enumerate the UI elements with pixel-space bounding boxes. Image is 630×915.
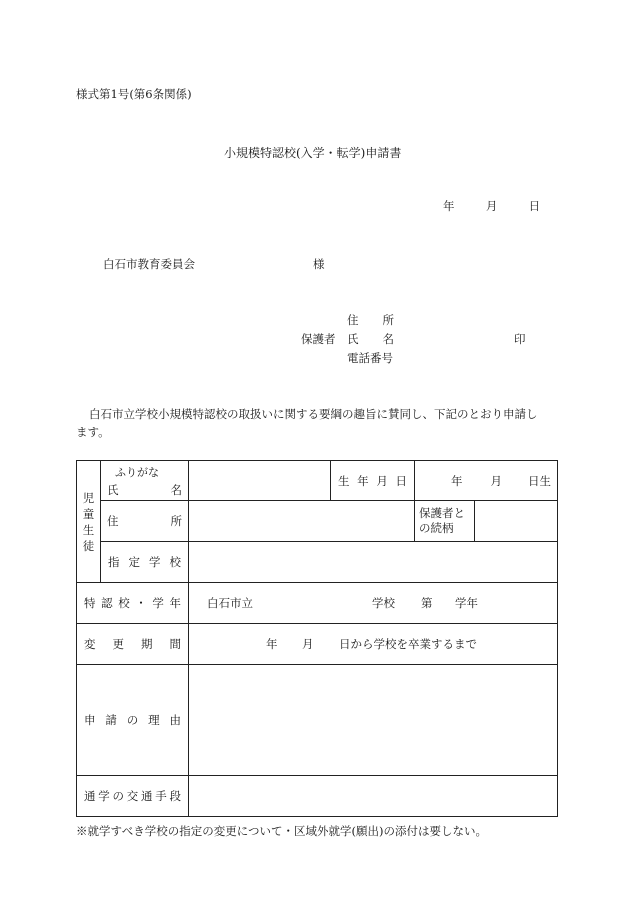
addressee-honorific: 様 [313,257,325,271]
relation-label: 保護者と の続柄 [415,501,475,542]
reason-label: 申 請 の 理 由 [77,665,189,776]
applicant-phone-label: 電話番号 [347,351,393,365]
furigana-label: ふりがな [115,465,159,479]
student-address-label: 住 所 [101,501,189,542]
date-line [443,198,540,214]
applicant-name-label: 氏 名 [347,332,394,346]
special-school-grade-field[interactable]: 白石市立 学校 第 学年 [189,583,558,624]
applicant-address-label: 住 所 [347,313,394,327]
date-year-label: 年 [443,199,455,213]
change-period-field[interactable]: 年 月 日から学校を卒業するまで [189,624,558,665]
designated-school-label: 指 定 学 校 [101,542,189,583]
student-name-label: ふりがな 氏 名 [101,461,189,501]
transport-field[interactable] [189,776,558,817]
applicant-group-label: 保護者 [301,332,336,346]
student-group-label: 児 童 生 徒 [77,461,101,583]
transport-label: 通 学 の 交 通 手 段 [77,776,189,817]
birthdate-field[interactable]: 年 月 日生 [415,461,558,501]
addressee-name: 白石市教育委員会 [103,257,195,271]
birthdate-label: 生 年 月 日 [331,461,415,501]
body-text-line1: 白石市立学校小規模特認校の取扱いに関する要綱の趣旨に賛同し、下記のとおり申請し [89,407,538,421]
reason-field[interactable] [189,665,558,776]
designated-school-field[interactable] [189,542,558,583]
date-month-label: 月 [485,199,498,213]
special-school-grade-label: 特 認 校 ・ 学 年 [77,583,189,624]
application-table [76,460,558,817]
student-name-field[interactable] [189,461,331,501]
change-period-label: 変 更 期 間 [77,624,189,665]
date-day-label: 日 [528,199,541,213]
seal-mark: 印 [514,332,526,346]
relation-field[interactable] [475,501,558,542]
footnote: ※就学すべき学校の指定の変更について・区域外就学(願出)の添付は要しない。 [76,824,488,838]
page-title: 小規模特認校(入学・転学)申請書 [224,146,402,160]
form-number: 様式第1号(第6条関係) [76,87,192,101]
body-text-line2: ます。 [76,425,110,439]
student-address-field[interactable] [189,501,415,542]
